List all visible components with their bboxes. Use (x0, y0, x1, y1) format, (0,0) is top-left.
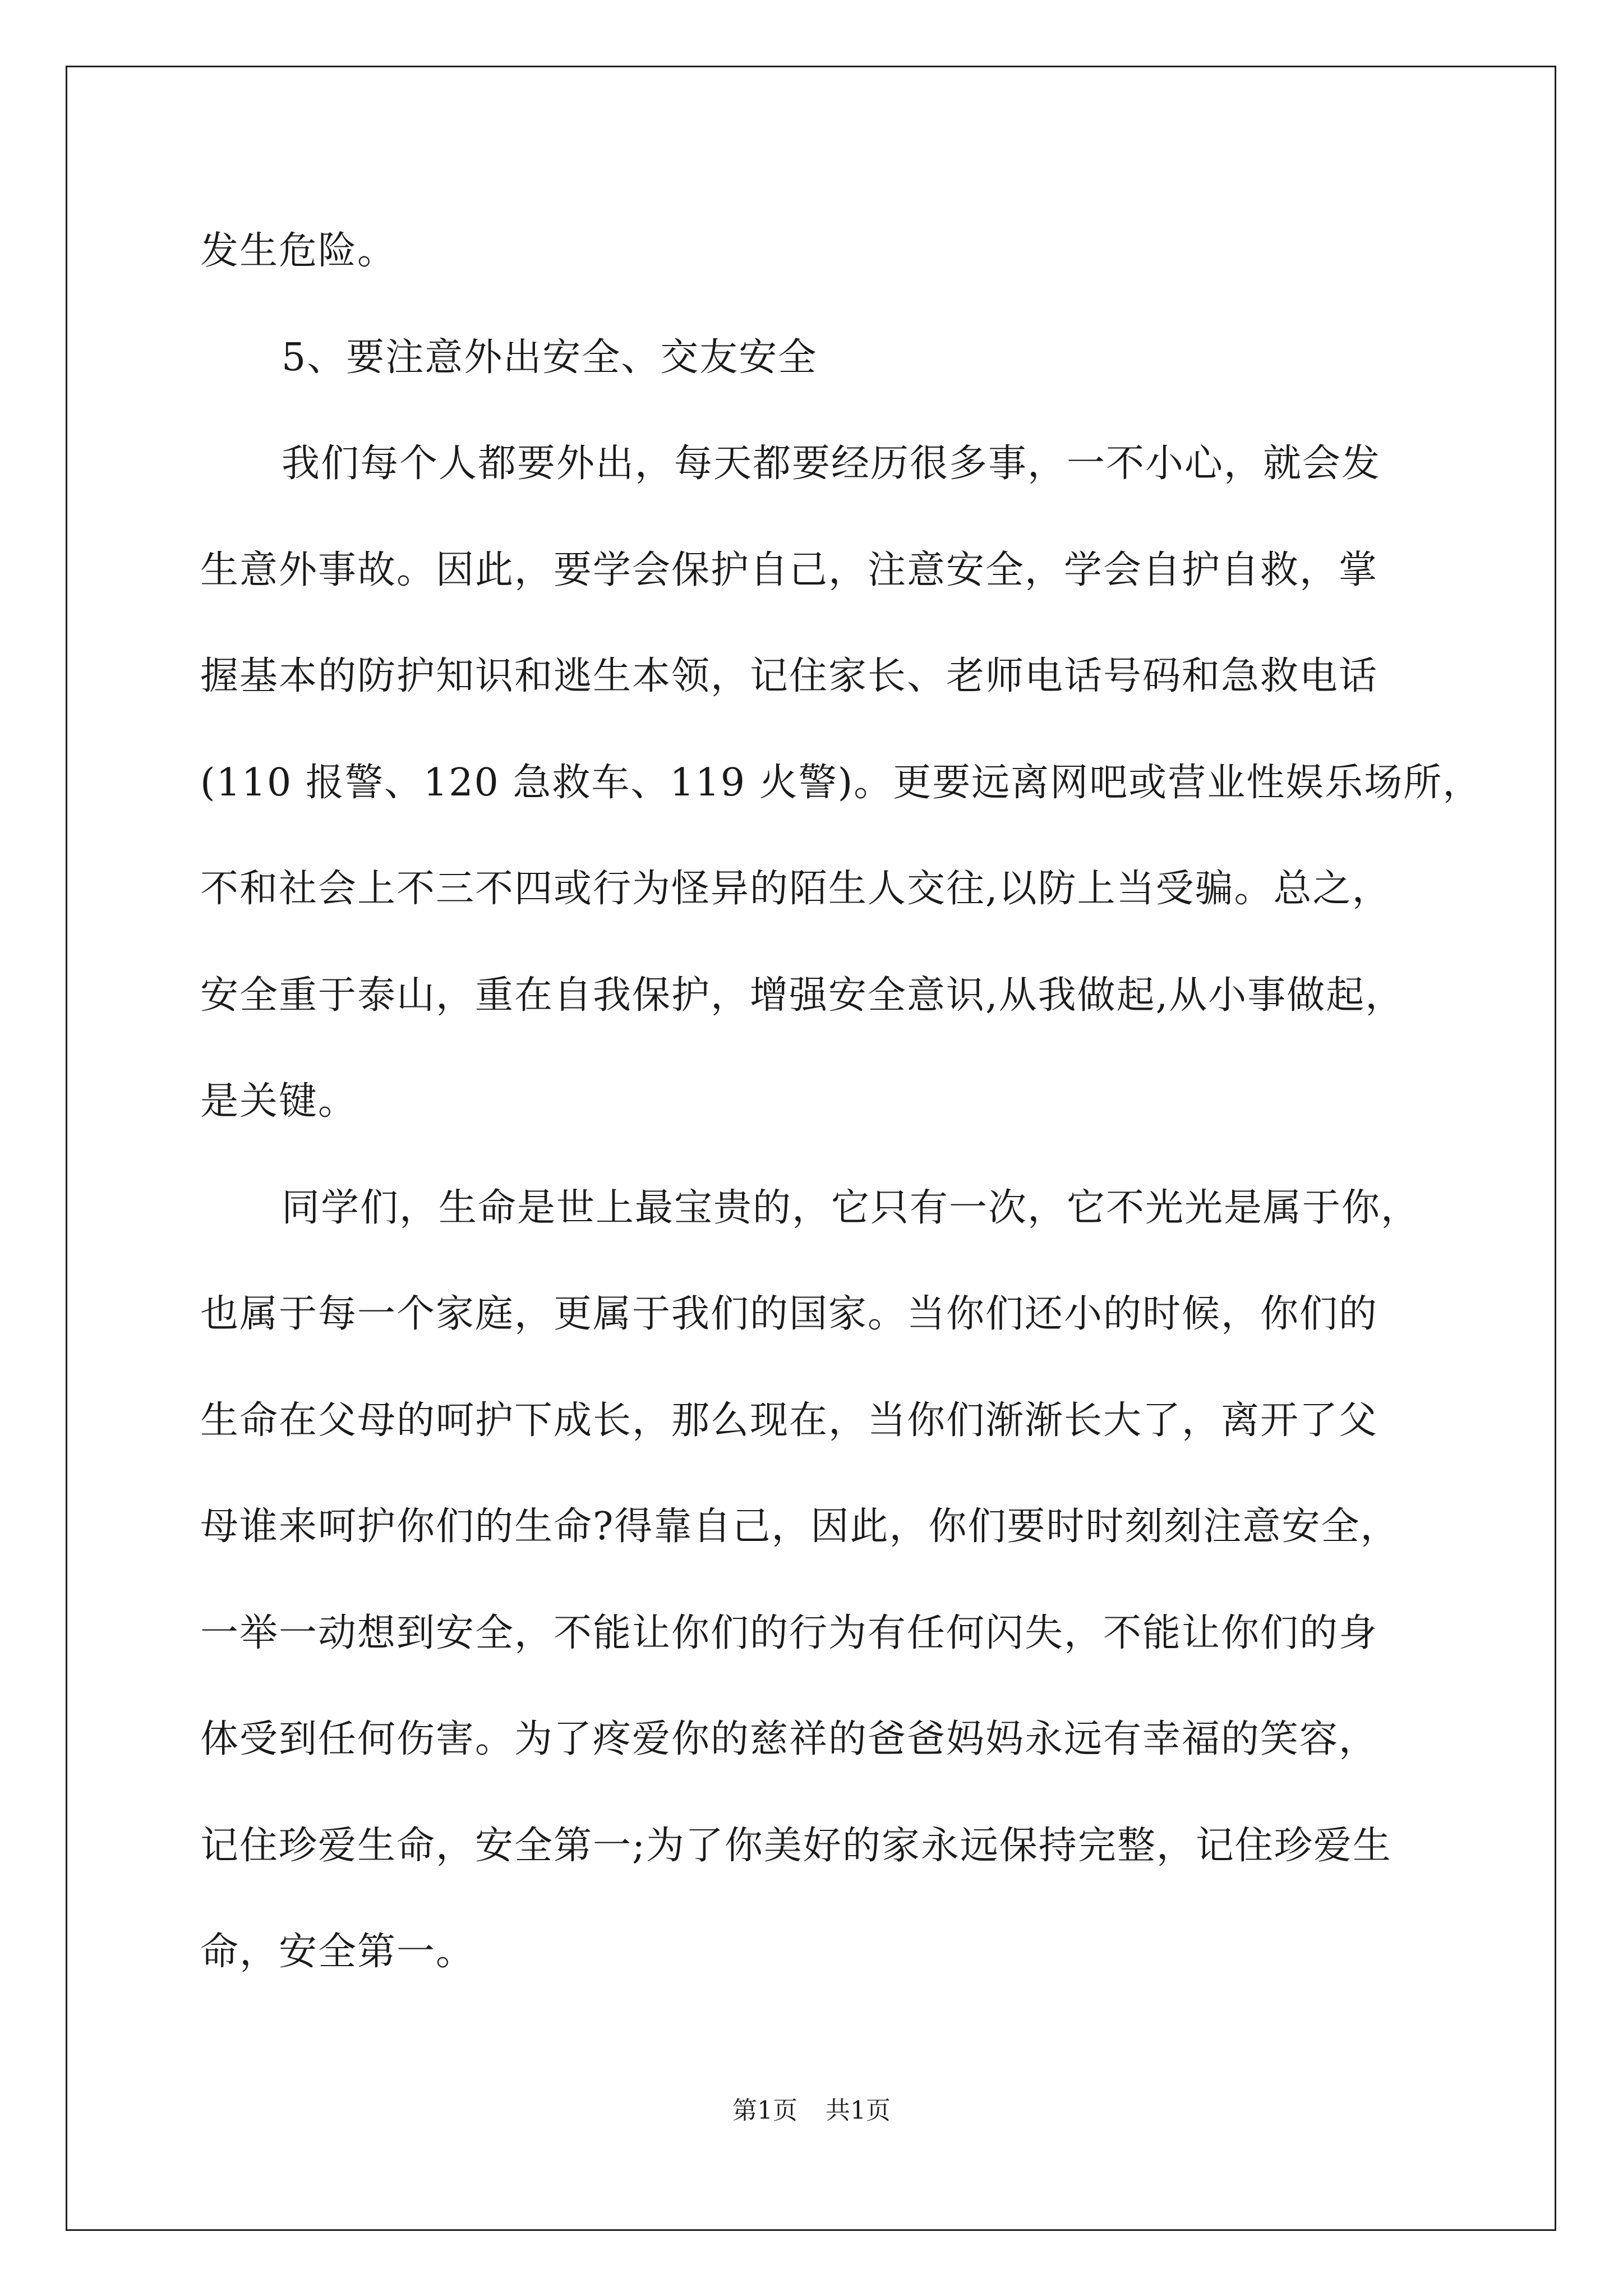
page-number: 第1页 (732, 2096, 797, 2125)
paragraph-line: 一举一动想到安全，不能让你们的行为有任何闪失，不能让你们的身 (200, 1611, 1378, 1655)
paragraph-line: 握基本的防护知识和逃生本领，记住家长、老师电话号码和急救电话 (200, 654, 1378, 698)
paragraph-line: 母谁来呵护你们的生命?得靠自己，因此，你们要时时刻刻注意安全， (200, 1504, 1400, 1549)
page-footer (0, 2096, 1623, 2126)
paragraph-line: 生命在父母的呵护下成长，那么现在，当你们渐渐长大了，离开了父 (200, 1398, 1378, 1443)
paragraph-line: (110 报警、120 急救车、119 火警)。更要远离网吧或营业性娱乐场所， (200, 761, 1482, 805)
paragraph-line: 我们每个人都要外出，每天都要经历很多事，一不小心，就会发 (282, 441, 1381, 486)
paragraph-line: 发生危险。 (200, 229, 397, 273)
paragraph-line: 命，安全第一。 (200, 1930, 476, 1974)
paragraph-line: 不和社会上不三不四或行为怪异的陌生人交往,以防上当受骗。总之， (200, 867, 1391, 911)
paragraph-line: 也属于每一个家庭，更属于我们的国家。当你们还小的时候，你们的 (200, 1292, 1378, 1336)
paragraph-line: 是关键。 (200, 1079, 358, 1124)
paragraph-line: 记住珍爱生命，安全第一;为了你美好的家永远保持完整，记住珍爱生 (200, 1824, 1392, 1868)
page-border (66, 66, 1556, 2231)
paragraph-line: 安全重于泰山，重在自我保护，增强安全意识,从我做起,从小事做起， (200, 973, 1405, 1018)
section-heading: 5、要注意外出安全、交友安全 (282, 335, 818, 380)
paragraph-line: 生意外事故。因此，要学会保护自己，注意安全，学会自护自救，掌 (200, 548, 1378, 592)
paragraph-line: 同学们，生命是世上最宝贵的，它只有一次，它不光光是属于你， (282, 1186, 1421, 1230)
page-total: 共1页 (826, 2096, 891, 2125)
paragraph-line: 体受到任何伤害。为了疼爱你的慈祥的爸爸妈妈永远有幸福的笑容， (200, 1717, 1378, 1761)
